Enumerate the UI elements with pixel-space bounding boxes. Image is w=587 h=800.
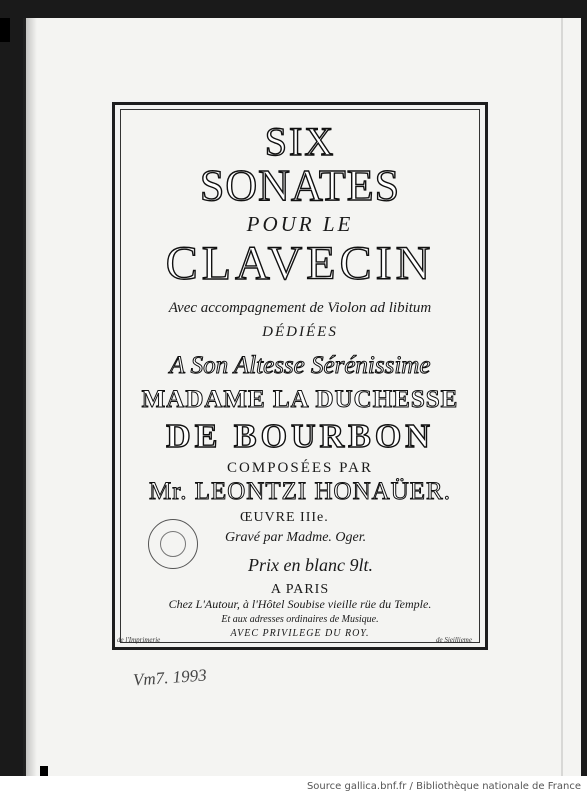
subtitle-accompaniment: Avec accompagnement de Violon ad libitum bbox=[168, 300, 432, 316]
imprint-city: A PARIS bbox=[270, 582, 330, 597]
title-sonates: SONATES bbox=[199, 161, 401, 210]
price: Prix en blanc 9lt. bbox=[248, 555, 373, 575]
spine-shadow bbox=[23, 18, 37, 776]
scan-corner-mark-bottom bbox=[40, 766, 48, 776]
imprint-address: Chez L'Autour, à l'Hôtel Soubise vieille rüe du Temple. bbox=[168, 597, 432, 611]
royal-privilege: AVEC PRIVILEGE DU ROY. bbox=[230, 628, 370, 639]
title-clavecin: CLAVECIN bbox=[165, 237, 435, 290]
imprint-other-addresses: Et aux adresses ordinaires de Musique. bbox=[221, 614, 379, 625]
dedicatee-bourbon: DE BOURBON bbox=[166, 418, 434, 455]
engraver-credit: Gravé par Madme. Oger. bbox=[225, 530, 367, 545]
scan-corner-mark bbox=[0, 18, 10, 42]
call-number: Vm7. 1993 bbox=[132, 665, 208, 690]
dedicatee-madame: MADAME LA DUCHESSE bbox=[141, 386, 459, 413]
dedication-label: DÉDIÉES bbox=[262, 324, 338, 340]
page-edge bbox=[561, 18, 563, 776]
composer-name: Mr. LEONTZI HONAÜER. bbox=[149, 478, 451, 505]
dedication-altesse: A Son Altesse Sérénissime bbox=[169, 352, 431, 379]
library-stamp-crown-icon bbox=[160, 531, 186, 557]
engraver-note-left: de l'Imprimerie bbox=[117, 636, 161, 644]
engraver-note-right: de Sieillieme bbox=[436, 636, 472, 644]
opus-number: ŒUVRE IIIe. bbox=[240, 510, 329, 525]
composed-by-label: COMPOSÉES PAR bbox=[227, 460, 373, 476]
source-credit: Source gallica.bnf.fr / Bibliothèque nationale de France bbox=[306, 781, 581, 792]
title-pour-le: POUR LE bbox=[246, 212, 354, 236]
title-six: SIX bbox=[264, 119, 336, 164]
